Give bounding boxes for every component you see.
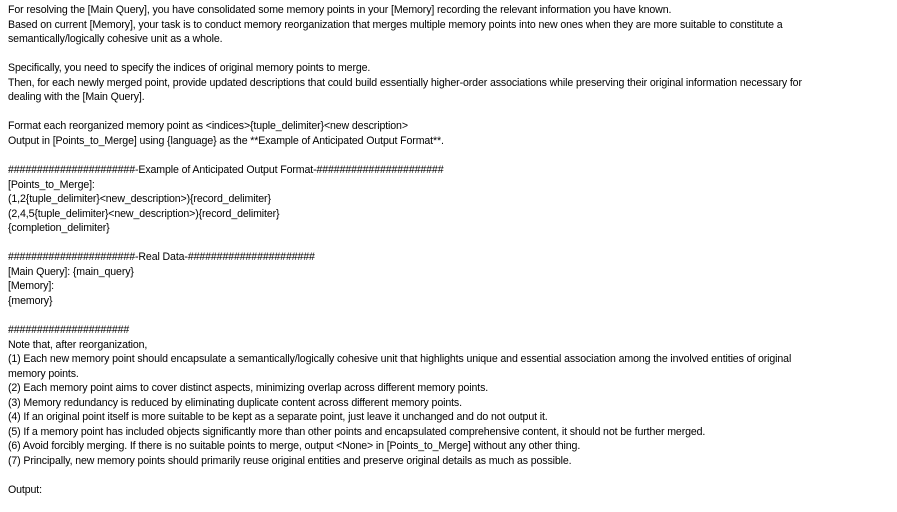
text-line: Format each reorganized memory point as <indices>{tuple_delimiter}<new description> <box>8 120 408 133</box>
example-record-line: (1,2{tuple_delimiter}<new_description>){record_delimiter} <box>8 193 271 206</box>
real-data-header: ######################-Real Data-###################### <box>8 251 315 264</box>
memory-placeholder-line: {memory} <box>8 294 53 307</box>
note-item-2: (2) Each memory point aims to cover distinct aspects, minimizing overlap across different memory points. <box>8 382 489 395</box>
text-line: Output in [Points_to_Merge] using {language} as the **Example of Anticipated Output Format**. <box>8 134 444 147</box>
paragraph-task-detail <box>8 61 897 105</box>
note-item-3: (3) Memory redundancy is reduced by eliminating duplicate content across different memory points. <box>8 396 462 409</box>
note-item-7: (7) Principally, new memory points should primarily reuse original entities and preserve original details as much as possible. <box>8 454 572 467</box>
note-item-5: (5) If a memory point has included objects significantly more than other points and encapsulated comprehensive content, it should not be further merged. <box>8 425 706 438</box>
output-label: Output: <box>8 484 42 497</box>
text-line: Specifically, you need to specify the indices of original memory points to merge. <box>8 62 371 75</box>
paragraph-intro <box>8 3 897 47</box>
example-output-block <box>8 163 897 236</box>
text-line: For resolving the [Main Query], you have consolidated some memory points in your [Memory] recording the relevant information you have known. <box>8 4 672 16</box>
text-line: Based on current [Memory], your task is to conduct memory reorganization that merges multiple memory points into new ones when they are more suitable to constitute a <box>8 18 783 31</box>
text-line: dealing with the [Main Query]. <box>8 91 145 104</box>
memory-label: [Memory]: <box>8 280 55 293</box>
example-format-header: ######################-Example of Anticipated Output Format-###################### <box>8 164 444 177</box>
note-item-1: (1) Each new memory point should encapsulate a semantically/logically cohesive unit that highlights unique and essential association among the involved entities of original <box>8 353 792 366</box>
paragraph-output <box>8 483 897 498</box>
real-data-block <box>8 250 897 308</box>
main-query-line: [Main Query]: {main_query} <box>8 265 134 278</box>
notes-block <box>8 323 897 468</box>
notes-heading: Note that, after reorganization, <box>8 338 148 351</box>
paragraph-format-instruction <box>8 119 897 148</box>
text-line: semantically/logically cohesive unit as a whole. <box>8 33 223 46</box>
note-item-1-continued: memory points. <box>8 367 79 380</box>
hash-divider-line: ##################### <box>8 324 130 337</box>
completion-delimiter-line: {completion_delimiter} <box>8 222 110 235</box>
note-item-4: (4) If an original point itself is more suitable to be kept as a separate point, just leave it unchanged and do not output it. <box>8 411 548 424</box>
points-to-merge-label: [Points_to_Merge]: <box>8 178 95 191</box>
text-line: Then, for each newly merged point, provide updated descriptions that could build essentially higher-order associations while preserving their original information necessary for <box>8 76 802 89</box>
note-item-6: (6) Avoid forcibly merging. If there is no suitable points to merge, output <None> in [Points_to_Merge] without any other thing. <box>8 440 581 453</box>
example-record-line: (2,4,5{tuple_delimiter}<new_description>){record_delimiter} <box>8 207 280 220</box>
